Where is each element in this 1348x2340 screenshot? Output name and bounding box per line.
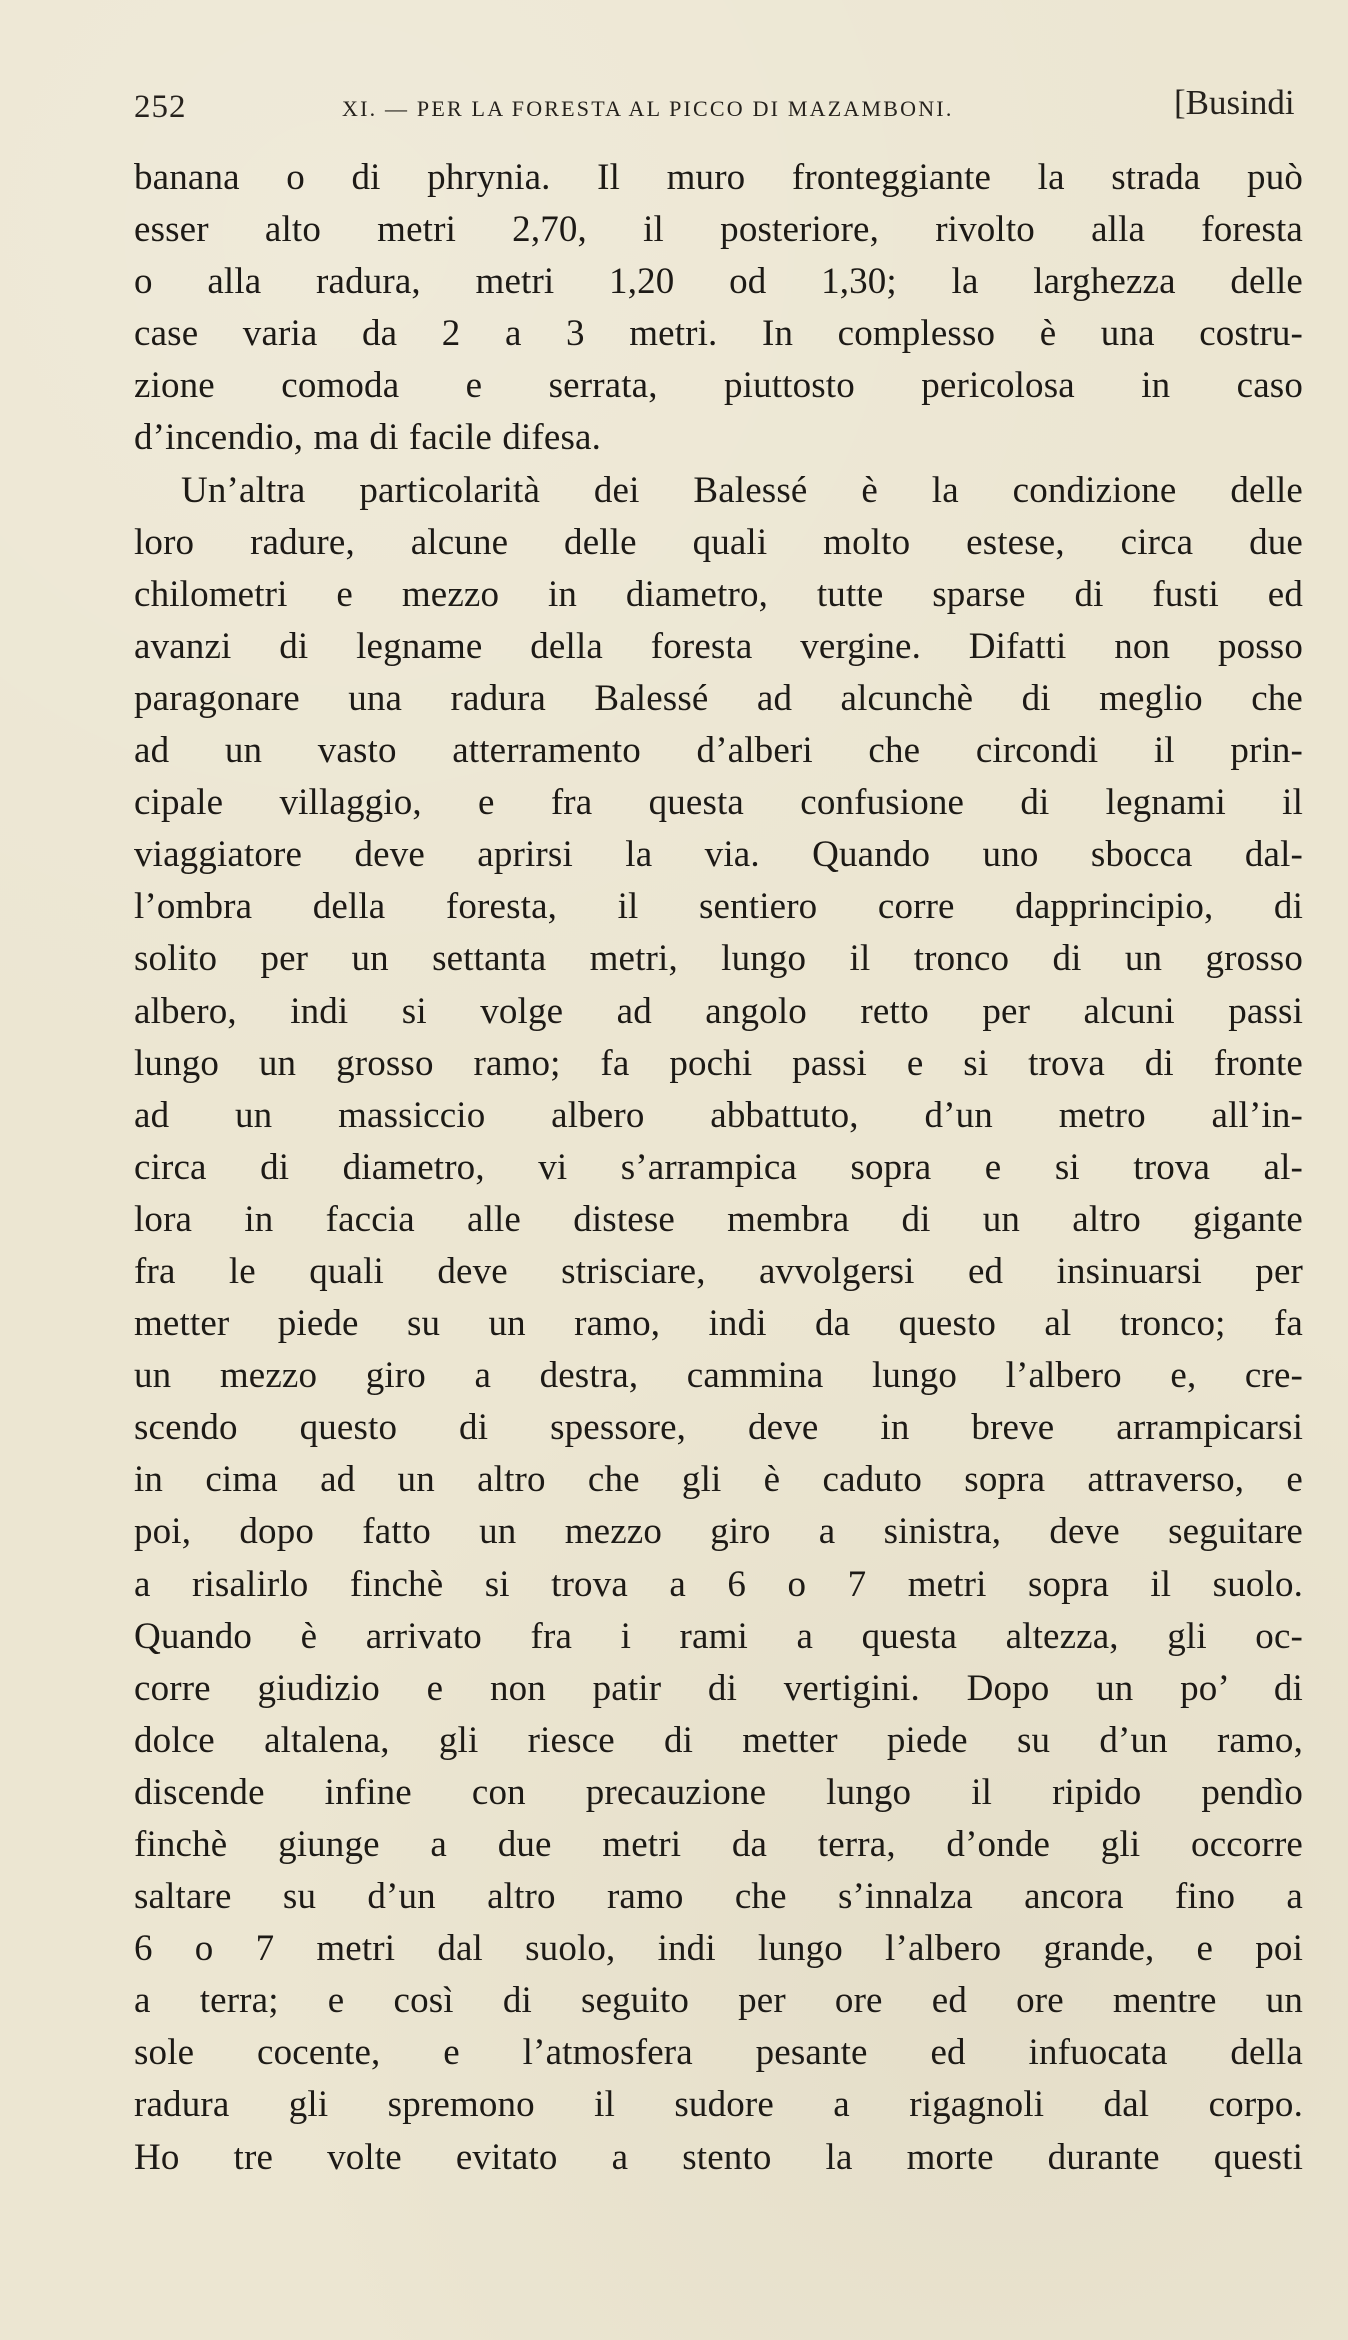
paragraph-2 (134, 465, 1303, 2184)
text-line: cipale villaggio, e fra questa confusione di legnami il (134, 782, 1303, 824)
paragraph-1 (134, 152, 1303, 465)
text-line: lungo un grosso ramo; fa pochi passi e si trova di fronte (134, 1042, 1303, 1084)
text-line: discende infine con precauzione lungo il ripido pendìo (134, 1771, 1303, 1813)
text-line: scendo questo di spessore, deve in breve arrampicarsi (134, 1407, 1303, 1449)
text-line: 6 o 7 metri dal suolo, indi lungo l’albero grande, e poi (134, 1928, 1303, 1970)
text-line: circa di diametro, vi s’arrampica sopra e si trova al- (134, 1146, 1303, 1188)
text-line: solito per un settanta metri, lungo il tronco di un grosso (134, 938, 1303, 980)
text-line: poi, dopo fatto un mezzo giro a sinistra, deve seguitare (134, 1511, 1303, 1553)
text-line: corre giudizio e non patir di vertigini. Dopo un po’ di (134, 1667, 1303, 1709)
text-line: o alla radura, metri 1,20 od 1,30; la larghezza delle (134, 261, 1303, 303)
text-line: radura gli spremono il sudore a rigagnoli dal corpo. (134, 2084, 1303, 2126)
text-line: Ho tre volte evitato a stento la morte durante questi (134, 2136, 1303, 2178)
text-line: zione comoda e serrata, piuttosto pericolosa in caso (134, 365, 1303, 407)
text-line: loro radure, alcune delle quali molto estese, circa due (134, 521, 1303, 563)
text-line: fra le quali deve strisciare, avvolgersi ed insinuarsi per (134, 1250, 1303, 1292)
text-line: lora in faccia alle distese membra di un altro gigante (134, 1198, 1303, 1240)
running-head (134, 81, 1303, 131)
text-line: a risalirlo finchè si trova a 6 o 7 metri sopra il suolo. (134, 1563, 1303, 1605)
text-line: finchè giunge a due metri da terra, d’onde gli occorre (134, 1824, 1303, 1865)
text-line: banana o di phrynia. Il muro fronteggiante la strada può (134, 157, 1303, 198)
text-line: viaggiatore deve aprirsi la via. Quando uno sbocca dal- (134, 834, 1303, 876)
text-line: metter piede su un ramo, indi da questo al tronco; fa (134, 1303, 1303, 1345)
text-line: esser alto metri 2,70, il posteriore, rivolto alla foresta (134, 209, 1303, 251)
chapter-running-title: XI. — PER LA FORESTA AL PICCO DI MAZAMBONI. (342, 96, 954, 121)
text-line: dolce altalena, gli riesce di metter piede su d’un ramo, (134, 1719, 1303, 1761)
page-body (134, 152, 1303, 2184)
text-line: un mezzo giro a destra, cammina lungo l’albero e, cre- (134, 1355, 1303, 1397)
text-line: l’ombra della foresta, il sentiero corre dapprincipio, di (134, 886, 1303, 928)
section-marker: [Busindi (1174, 83, 1295, 122)
text-line: Un’altra particolarità dei Balessé è la condizione delle (181, 469, 1303, 511)
text-line: paragonare una radura Balessé ad alcunchè di meglio che (134, 677, 1303, 719)
text-line: Quando è arrivato fra i rami a questa altezza, gli oc- (134, 1615, 1303, 1657)
text-line: saltare su d’un altro ramo che s’innalza ancora fino a (134, 1876, 1303, 1918)
text-line: albero, indi si volge ad angolo retto per alcuni passi (134, 990, 1303, 1032)
text-line: sole cocente, e l’atmosfera pesante ed infuocata della (134, 2032, 1303, 2074)
text-line: d’incendio, ma di facile difesa. (134, 417, 601, 459)
text-line: chilometri e mezzo in diametro, tutte sparse di fusti ed (134, 573, 1303, 615)
text-line: in cima ad un altro che gli è caduto sopra attraverso, e (134, 1459, 1303, 1501)
page-number: 252 (134, 89, 187, 125)
text-line: a terra; e così di seguito per ore ed ore mentre un (134, 1980, 1303, 2022)
text-line: ad un vasto atterramento d’alberi che circondi il prin- (134, 730, 1303, 772)
text-line: case varia da 2 a 3 metri. In complesso è una costru- (134, 313, 1303, 355)
text-line: ad un massiccio albero abbattuto, d’un metro all’in- (134, 1094, 1303, 1136)
text-line: avanzi di legname della foresta vergine. Difatti non posso (134, 625, 1303, 667)
